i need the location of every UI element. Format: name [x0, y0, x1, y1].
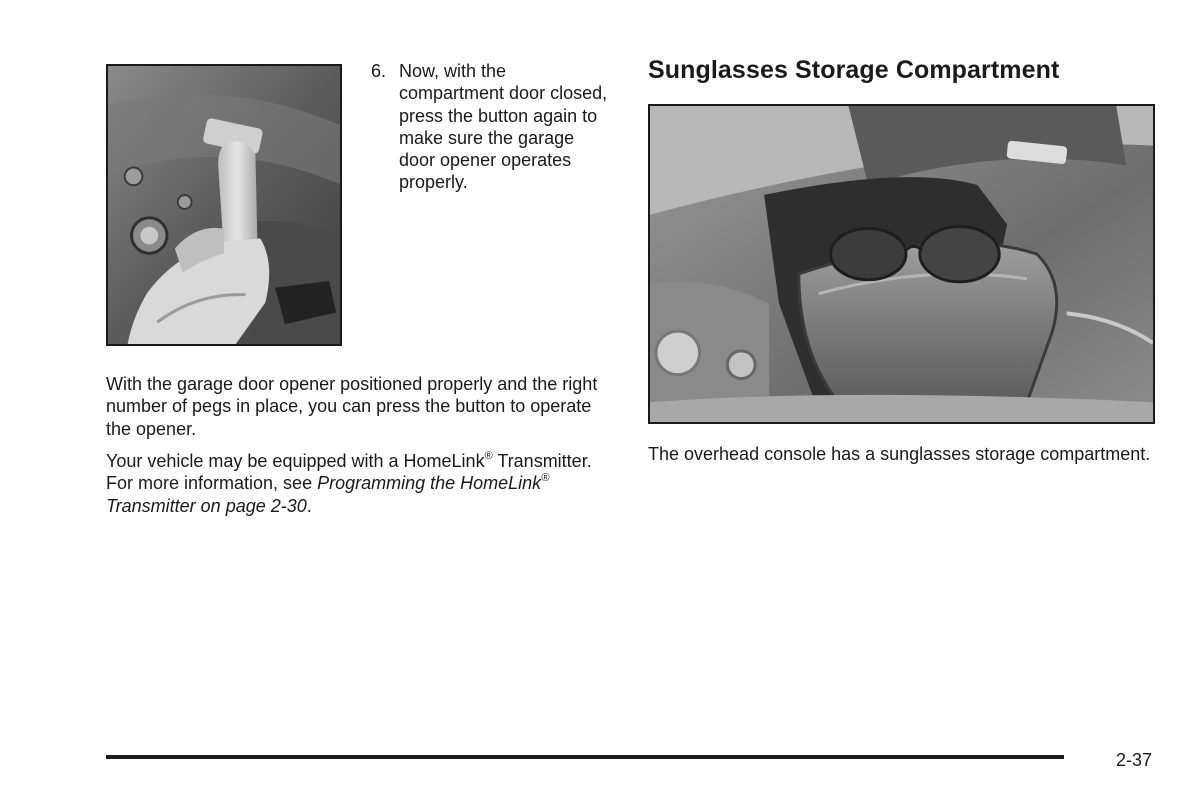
step-number: 6.	[371, 61, 387, 81]
cross-reference-text-b: Transmitter on page 2-30	[106, 495, 307, 516]
homelink-period: .	[306, 495, 312, 516]
footer-rule	[106, 755, 1064, 759]
step-6	[371, 60, 611, 194]
homelink-paragraph	[106, 450, 606, 517]
garage-opener-paragraph: With the garage door opener positioned properly and the right number of pegs in place, you can press the button to operate the opener.	[106, 374, 598, 439]
page-number: 2-37	[1116, 750, 1153, 770]
section-title: Sunglasses Storage Compartment	[648, 56, 1060, 84]
cross-reference-text-a: Programming the HomeLink	[317, 473, 542, 494]
sunglasses-compartment-photo	[650, 106, 1153, 422]
registered-mark: ®	[541, 472, 550, 485]
homelink-text-b: Transmitter. For more information, see	[106, 451, 592, 494]
homelink-text-a: Your vehicle may be equipped with a HomeLink	[106, 451, 485, 471]
step-text: Now, with the compartment door closed, press the button again to make sure the garage door opener operates properly.	[399, 61, 608, 193]
sunglasses-caption: The overhead console has a sunglasses storage compartment.	[648, 444, 1151, 464]
finger-pressing-button-photo	[108, 66, 340, 344]
photo-finger-pressing-button	[106, 64, 342, 346]
registered-mark: ®	[484, 450, 493, 462]
photo-sunglasses-compartment	[648, 104, 1155, 424]
